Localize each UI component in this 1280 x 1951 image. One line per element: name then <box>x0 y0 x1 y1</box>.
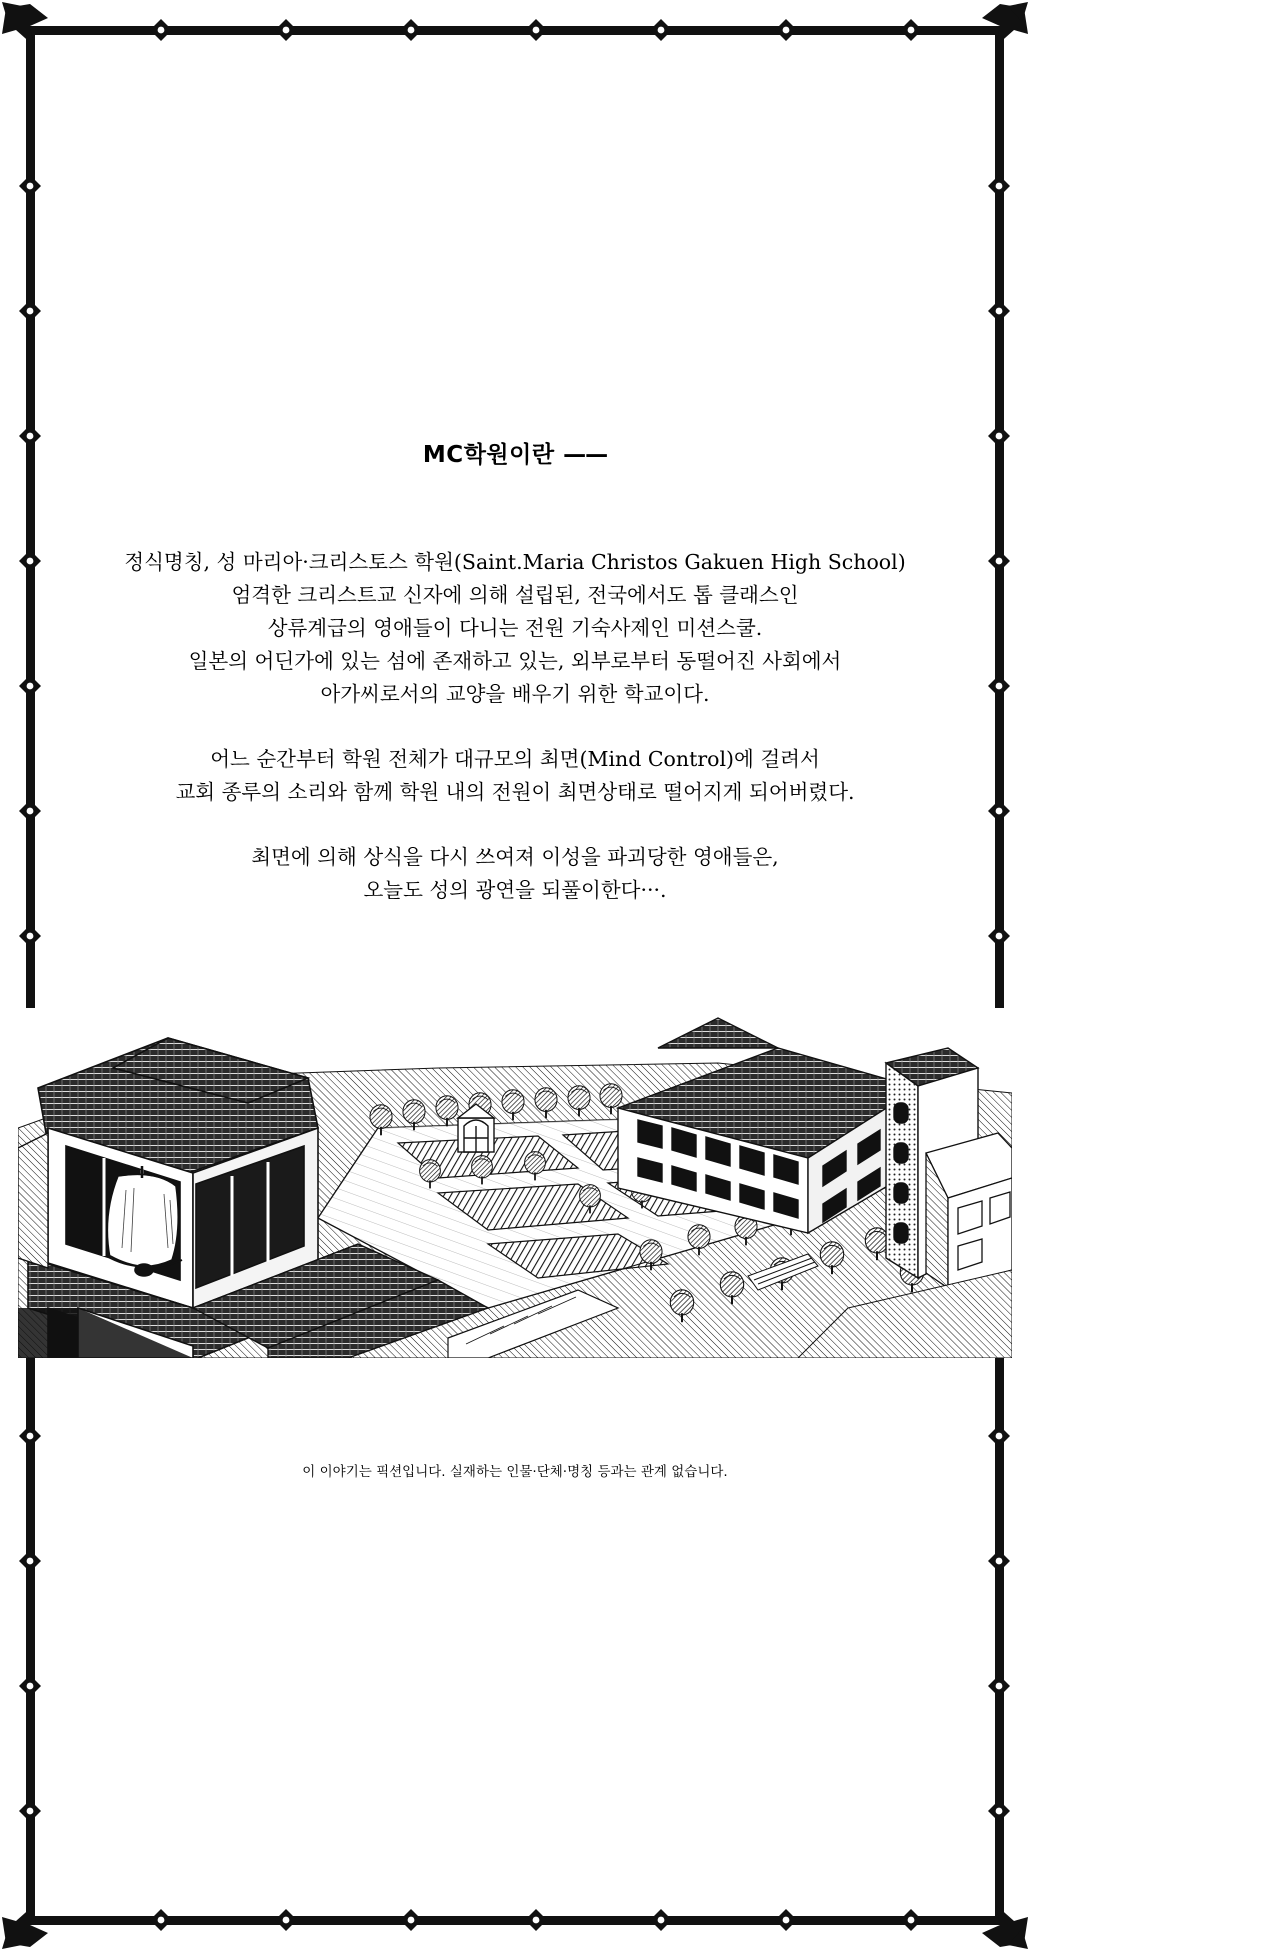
line: 아가씨로서의 교양을 배우기 위한 학교이다. <box>320 682 710 706</box>
bell-icon <box>107 1166 182 1276</box>
line: 일본의 어딘가에 있는 섬에 존재하고 있는, 외부로부터 동떨어진 사회에서 <box>188 649 842 673</box>
page-title-text: MC학원이란 <box>422 442 555 468</box>
border-right <box>988 30 1010 1920</box>
line: 최면에 의해 상식을 다시 쓰여져 이성을 파괴당한 영애들은, <box>251 845 779 869</box>
campus-illustration-svg <box>18 1008 1012 1358</box>
line: 엄격한 크리스트교 신자에 의해 설립된, 전국에서도 톱 클래스인 <box>231 583 799 607</box>
fiction-disclaimer: 이 이야기는 픽션입니다. 실재하는 인물·단체·명칭 등과는 관계 없습니다. <box>302 1464 728 1480</box>
line: 상류계급의 영애들이 다니는 전원 기숙사제인 미션스쿨. <box>267 616 763 640</box>
annex-building <box>926 1133 1012 1288</box>
line: 교회 종루의 소리와 함께 학원 내의 전원이 최면상태로 떨어지게 되어버렸다. <box>175 780 855 804</box>
paragraph-1 <box>40 546 990 711</box>
body-text-block <box>40 546 990 907</box>
page-margin-right <box>1030 0 1280 1951</box>
campus-illustration <box>18 1008 1012 1358</box>
line: 어느 순간부터 학원 전체가 대규모의 최면(Mind Control)에 걸려서 <box>210 747 820 771</box>
paragraph-2 <box>40 743 990 809</box>
border-left <box>19 30 41 1920</box>
line: 정식명칭, 성 마리아·크리스토스 학원(Saint.Maria Christos Gakuen High School) <box>124 550 906 574</box>
border-bottom <box>30 1909 1000 1931</box>
border-top <box>30 19 1000 41</box>
page-title <box>40 436 990 469</box>
title-dash: —— <box>563 442 608 468</box>
line: 오늘도 성의 광연을 되풀이한다···. <box>363 878 667 902</box>
paragraph-3 <box>40 841 990 907</box>
